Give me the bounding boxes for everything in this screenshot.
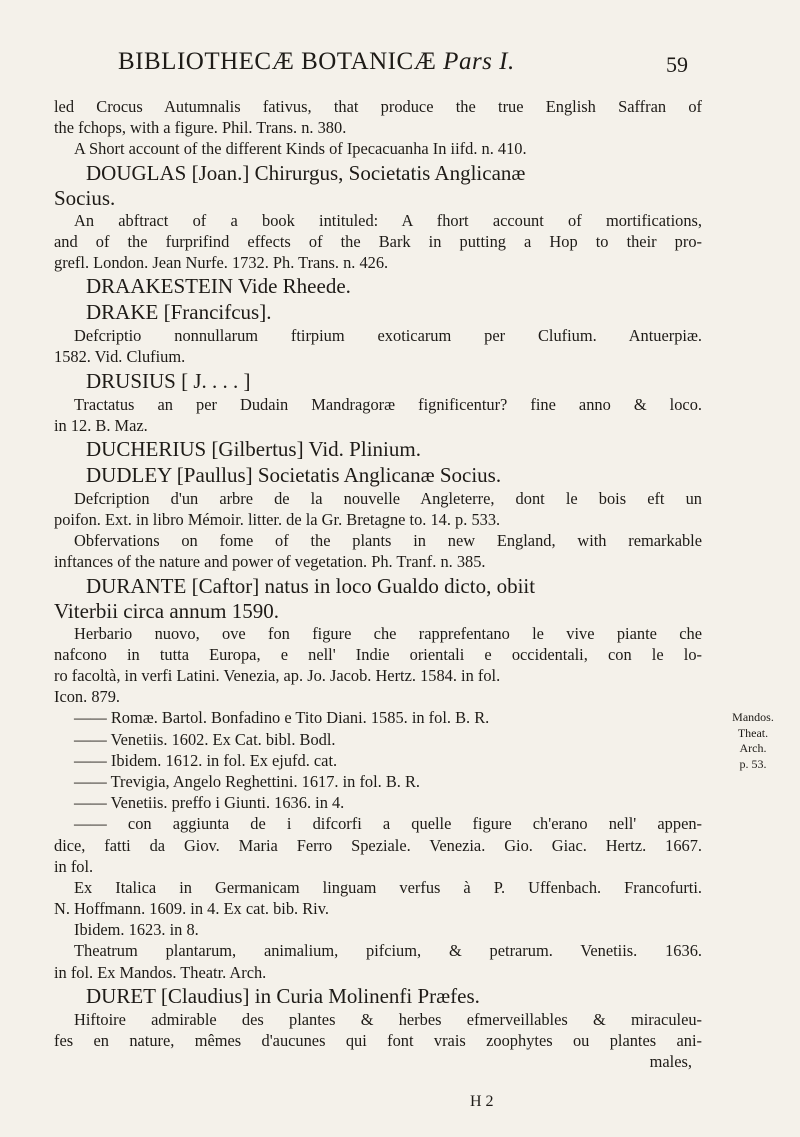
entry-heading: DUDLEY [Paullus] Societatis Anglicanæ Socius. [86, 462, 502, 487]
text-line: in fol. [54, 856, 94, 876]
header-title [118, 48, 515, 76]
running-header [0, 42, 800, 82]
text-line: inftances of the nature and power of vegetation. Ph. Tranf. n. 385. [54, 552, 486, 572]
text-line: Socius. [54, 185, 116, 210]
text-line: —— Ibidem. 1612. in fol. Ex ejufd. cat. [74, 750, 338, 770]
text-line: and of the furprifind effects of the Bark in putting a Hop to their pro- [54, 231, 702, 251]
page-number: 59 [666, 52, 688, 77]
text-line: led Crocus Autumnalis fativus, that produce the true English Saffran of [54, 97, 702, 116]
text-line: An abftract of a book intituled: A fhort account of mortifications, [74, 210, 702, 230]
text-line: —— Romæ. Bartol. Bonfadino e Tito Diani. 1585. in fol. B. R. [74, 708, 490, 728]
text-line: A Short account of the different Kinds of Ipecacuanha In iifd. n. 410. [74, 139, 527, 159]
entry-heading: DUCHERIUS [Gilbertus] Vid. Plinium. [86, 436, 421, 461]
text-line: Defcriptio nonnullarum ftirpium exoticarum per Clufium. Antuerpiæ. [74, 326, 702, 346]
text-line: —— Trevigia, Angelo Reghettini. 1617. in fol. B. R. [74, 771, 421, 791]
text-line: ro facoltà, in verfi Latini. Venezia, ap. Jo. Jacob. Hertz. 1584. in fol. [54, 666, 501, 685]
margin-note-line: Mandos. [732, 710, 774, 724]
text-line: Herbario nuovo, ove fon figure che rapprefentano le vive piante che [74, 623, 702, 643]
entry-heading: DRAKE [Francifcus]. [86, 300, 272, 325]
text-line: —— con aggiunta de i difcorfi a quelle figure ch'erano nell' appen- [74, 814, 702, 834]
entry-heading: DRAAKESTEIN Vide Rheede. [86, 274, 351, 299]
entry-heading: DURANTE [Caftor] natus in loco Gualdo dicto, obiit [86, 573, 536, 598]
text-line: the fchops, with a figure. Phil. Trans. n. 380. [54, 118, 347, 138]
text-line: Ex Italica in Germanicam linguam verfus à P. Uffenbach. Francofurti. [74, 877, 702, 897]
margin-note-line: p. 53. [739, 756, 767, 771]
text-line: males, [649, 1052, 692, 1072]
text-line: dice, fatti da Giov. Maria Ferro Speziale. Venezia. Gio. Giac. Hertz. 1667. [54, 835, 702, 855]
text-line: poifon. Ext. in libro Mémoir. litter. de la Gr. Bretagne to. 14. p. 533. [54, 510, 501, 530]
signature-mark: H 2 [470, 1093, 494, 1110]
text-line: Tractatus an per Dudain Mandragoræ fignificentur? fine anno & loco. [74, 394, 702, 414]
text-line: Ibidem. 1623. in 8. [74, 920, 199, 940]
text-line: Hiftoire admirable des plantes & herbes efmerveillables & miraculeu- [74, 1009, 702, 1029]
text-line: nafcono in tutta Europa, e nell' Indie orientali e occidentali, con le lo- [54, 644, 702, 664]
margin-note-line: Theat. [737, 725, 769, 740]
entry-heading: DRUSIUS [ J. . . . ] [86, 368, 251, 393]
text-line: in 12. B. Maz. [54, 415, 148, 435]
header-part: Pars I. [443, 48, 515, 75]
text-line: N. Hoffmann. 1609. in 4. Ex cat. bib. Riv. [54, 899, 329, 919]
text-line: Icon. 879. [54, 687, 121, 707]
entry-heading: DOUGLAS [Joan.] Chirurgus, Societatis Anglicanæ [86, 160, 526, 185]
text-line: fes en nature, mêmes d'aucunes qui font vrais zoophytes ou plantes ani- [54, 1031, 702, 1050]
body-text [54, 96, 702, 1072]
text-line: —— Venetiis. preffo i Giunti. 1636. in 4. [74, 793, 345, 813]
entry-heading: DURET [Claudius] in Curia Molinenfi Præfes. [86, 983, 480, 1008]
text-line: grefl. London. Jean Nurfe. 1732. Ph. Trans. n. 426. [54, 252, 389, 272]
text-line: in fol. Ex Mandos. Theatr. Arch. [54, 962, 267, 982]
text-line: Theatrum plantarum, animalium, pifcium, & petrarum. Venetiis. 1636. [74, 941, 702, 961]
header-title-text: BIBLIOTHECÆ BOTANICÆ [118, 48, 437, 75]
text-line: Defcription d'un arbre de la nouvelle Angleterre, dont le bois eft un [74, 488, 702, 508]
text-line: —— Venetiis. 1602. Ex Cat. bibl. Bodl. [74, 729, 336, 749]
margin-note [710, 710, 796, 772]
margin-note-line: Arch. [739, 741, 767, 755]
text-line: Obfervations on fome of the plants in new England, with remarkable [74, 531, 702, 551]
text-line: 1582. Vid. Clufium. [54, 347, 186, 367]
text-line: Viterbii circa annum 1590. [54, 598, 280, 623]
